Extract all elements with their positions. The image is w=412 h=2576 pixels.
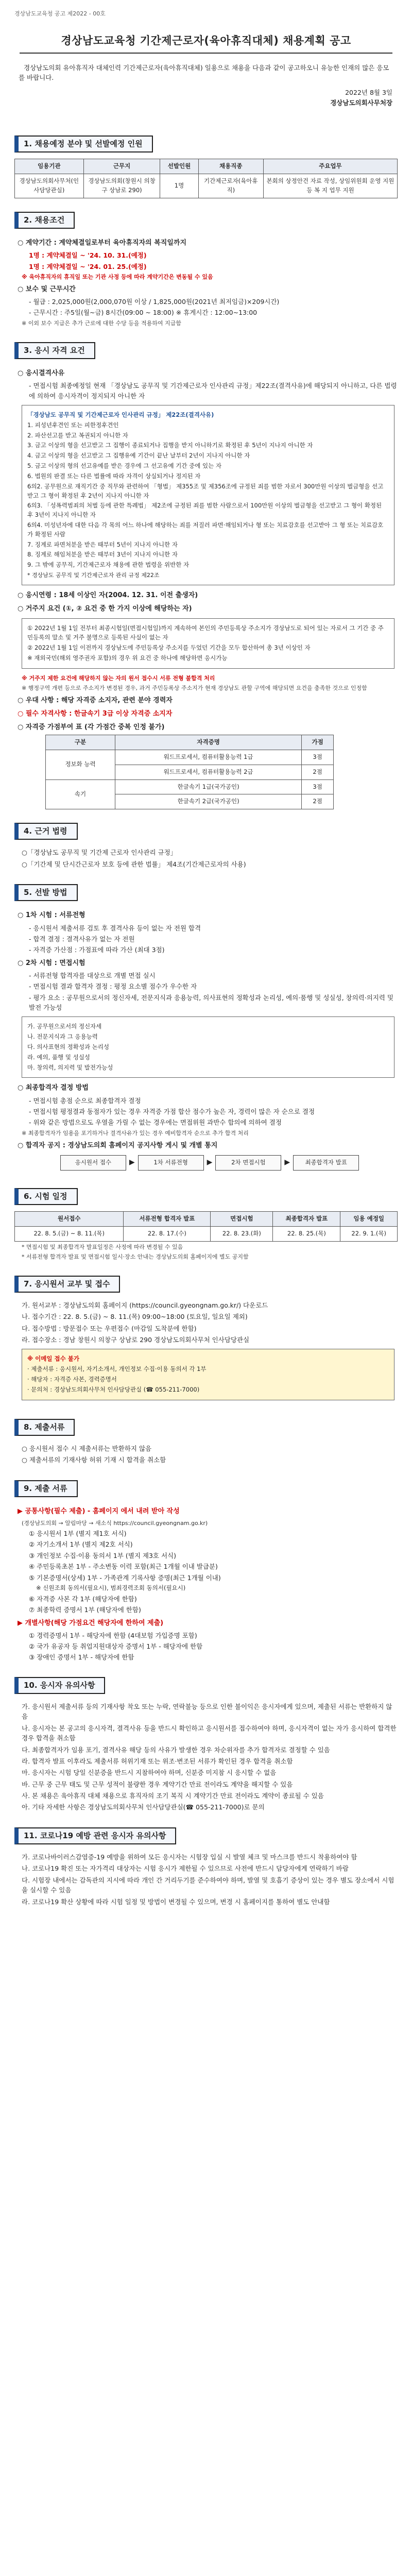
cert-cell: 2점 xyxy=(302,794,334,809)
residence-box xyxy=(22,618,394,668)
schedule-note: * 면접시험 및 최종합격자 발표일정은 사정에 따라 변경될 수 있음 xyxy=(22,1243,183,1250)
salary-line-1: - 월급 : 2,025,000원(2,000,070원 이상 / 1,825,000원(2021년 최저임금)×209시간) xyxy=(29,298,280,306)
schedule-note: * 서류전형 합격자 발표 및 면접시험 일시·장소 안내는 경상남도의회 홈페이지에 별도 공지함 xyxy=(22,1253,249,1260)
section-1-heading: 1. 채용예정 분야 및 선발예정 인원 xyxy=(14,135,153,152)
application-line: 라. 접수장소 : 경남 창원시 의창구 상남로 290 경상남도의회사무처 인사담당관실 xyxy=(22,1336,250,1344)
doc-item: ② 자기소개서 1부 (별지 제2호 서식) xyxy=(29,1540,133,1549)
doc-item: ① 경력증명서 1부 - 해당자에 한함 (4대보험 가입증명 포함) xyxy=(29,1631,197,1639)
email-banner: ※ 이메일 접수 불가 xyxy=(27,1355,79,1363)
schedule-table xyxy=(14,1211,398,1242)
arrow-right-icon: ▶ xyxy=(207,1158,213,1166)
final-line: - 위와 같은 방법으로도 우열을 가릴 수 없는 경우에는 면접위원 과반수 합의에 의하여 결정 xyxy=(29,1118,282,1127)
doc-line: - 합격 결정 : 결격사유가 없는 자 전원 xyxy=(29,935,135,943)
cert-col-category: 구분 xyxy=(46,735,115,750)
application-line: 나. 접수기간 : 22. 8. 5.(금) ~ 8. 11.(목) 09:00~18:00 (토요일, 일요일 제외) xyxy=(22,1313,248,1321)
col-job-type: 채용직종 xyxy=(198,159,263,174)
cert-cell: 속기 xyxy=(46,779,115,809)
box-line: 7. 징계로 파면처분을 받은 때부터 5년이 지나지 아니한 자 xyxy=(27,540,178,548)
doc-item: ⑦ 최종학력 증명서 1부 (해당자에 한함) xyxy=(29,1606,141,1614)
residence-warning: ※ 거주지 제한 요건에 해당하지 않는 자의 원서 접수시 서류 전형 불합격 처리 xyxy=(22,674,215,682)
cert-cell: 3점 xyxy=(302,779,334,794)
section-4-heading: 4. 근거 법령 xyxy=(14,823,78,840)
eval-item: 나. 전문지식과 그 응용능력 xyxy=(27,1033,98,1041)
doc-item: ① 응시원서 1부 (별지 제1호 서식) xyxy=(29,1530,127,1538)
eval-item: 마. 창의력, 의지력 및 발전가능성 xyxy=(27,1063,113,1071)
recruitment-table xyxy=(14,159,398,198)
section-10-heading: 10. 응시자 유의사항 xyxy=(14,1677,105,1694)
schedule-cell: 22. 8. 5.(금) ~ 8. 11.(목) xyxy=(15,1226,124,1241)
eval-item: 다. 의사표현의 정확성과 논리성 xyxy=(27,1043,110,1050)
info-line: · 문의처 : 경상남도의회사무처 인사담당관실 (☎ 055-211-7000) xyxy=(27,1385,200,1393)
cert-cell: 워드프로세서, 컴퓨터활용능력 1급 xyxy=(115,750,302,765)
box-line: 1. 피성년후견인 또는 피한정후견인 xyxy=(27,421,119,429)
intro-text: 경상남도의회 유아휴직자 대체인력 기간제근로자(육아휴직대체) 일용으로 채용을 다음과 같이 공고하오니 유능한 인재의 많은 응모를 바랍니다. xyxy=(19,63,389,81)
eval-item: 가. 공무원으로서의 정신자세 xyxy=(27,1023,102,1030)
doc-item: ⑥ 자격증 사본 각 1부 (해당자에 한함) xyxy=(29,1595,137,1603)
interview-line: - 면접시험 결과 합격자 결정 : 평정 요소별 점수가 우수한 자 xyxy=(29,982,197,991)
doc-item: ※ 신원조회 동의서(필요시), 범죄경력조회 동의서(필요시) xyxy=(36,1584,186,1591)
doc-screening-label: ○ 1차 시험 : 서류전형 xyxy=(18,911,85,920)
covid-line: 가. 코로나바이러스감염증-19 예방을 위하여 모든 응시자는 시험장 입실 시 발열 체크 및 마스크를 반드시 착용하여야 함 xyxy=(22,1853,357,1861)
preferred-label: ○ 우대 사항 : 해당 자격증 소지자, 관련 분야 경력자 xyxy=(18,696,173,704)
caution-line: 나. 응시자는 본 공고의 응시자격, 결격사유 등을 반드시 확인하고 응시원서를 접수하여야 하며, 응시자격이 없는 자가 응시하여 합격한 경우 합격을 취소함 xyxy=(22,1724,397,1742)
box-line: 6. 법원의 판결 또는 다른 법률에 따라 자격이 상실되거나 정지된 자 xyxy=(27,472,201,480)
caution-line: 라. 합격자 발표 이후라도 제출서류 허위기재 또는 위조·변조된 서류가 확인된 경우 합격을 취소함 xyxy=(22,1757,293,1765)
box-line: 8. 징계로 해임처분을 받은 때부터 3년이 지나지 아니한 자 xyxy=(27,551,178,558)
caution-line: 가. 응시원서 제출서류 등의 기재사항 착오 또는 누락, 연락불능 등으로 인한 불이익은 응시자에게 있으며, 제출된 서류는 반환하지 않음 xyxy=(22,1703,392,1721)
cell-duties: 본회의 상정안건 자료 작성, 상임위원회 운영 지원 등 복 지 업무 지원 xyxy=(263,174,397,198)
box-line: 5. 금고 이상의 형의 선고유예를 받은 경우에 그 선고유예 기간 중에 있는 자 xyxy=(27,462,221,470)
section-9-heading: 9. 제출 서류 xyxy=(14,1480,78,1497)
doc-item: ③ 장애인 증명서 1부 - 해당자에 한함 xyxy=(29,1653,134,1662)
cert-col-name: 자격증명 xyxy=(115,735,302,750)
doc-line: - 응시원서 제출서류 검토 후 결격사유 등이 없는 자 전원 합격 xyxy=(29,924,201,932)
cert-cell: 2점 xyxy=(302,765,334,779)
salary-note: ※ 이외 보수 지급은 추가 근로에 대한 수당 등을 적용하여 지급함 xyxy=(22,319,181,327)
process-step: 응시원서 접수 xyxy=(60,1155,126,1171)
cert-col-points: 가점 xyxy=(302,735,334,750)
caution-line: 마. 응시자는 시험 당일 신분증을 반드시 지참하여야 하며, 신분증 미지참 시 응시할 수 없음 xyxy=(22,1769,277,1777)
disqualification-box xyxy=(22,405,394,585)
schedule-col: 면접시험 xyxy=(211,1211,273,1226)
cell-count: 1명 xyxy=(160,174,198,198)
col-count: 선발인원 xyxy=(160,159,198,174)
law-line: ○「기간제 및 단시간근로자 보호 등에 관한 법률」 제4조(기간제근로자의 사용) xyxy=(22,860,246,868)
notice-date: 2022년 8월 3일 xyxy=(345,89,392,97)
covid-line: 다. 시험장 내에서는 감독관의 지시에 따라 개인 간 거리두기를 준수하여야 하며, 발열 및 호흡기 증상이 있는 경우 별도 장소에서 시험을 실시할 수 있음 xyxy=(22,1876,394,1894)
notice-number: 경상남도교육청 공고 제2022 - 00호 xyxy=(14,10,106,17)
cell-workplace: 경상남도의회(창원시 의창구 상남로 290) xyxy=(83,174,160,198)
section-6-heading: 6. 시험 일정 xyxy=(14,1188,78,1205)
process-step: 최종합격자 발표 xyxy=(293,1155,359,1171)
doc-item: ② 국가 유공자 등 취업지원대상자 증명서 1부 - 해당자에 한함 xyxy=(29,1642,203,1651)
schedule-cell: 22. 9. 1.(목) xyxy=(340,1226,398,1241)
arrow-right-icon: ▶ xyxy=(129,1158,135,1166)
doc-item: ⑤ 기본증명서(상세) 1부 - 가족관계 기록사항 증명(최근 1개월 이내) xyxy=(29,1573,221,1582)
salary-line-2: - 근무시간 : 주5일(월~금) 8시간(09:00 ~ 18:00) ※ 휴게시간 : 12:00~13:00 xyxy=(29,309,258,317)
age-requirement: ○ 응시연령 : 18세 이상인 자(2004. 12. 31. 이전 출생자) xyxy=(18,591,198,600)
box-line: * 경상남도 공무직 및 기간제근로자 관리 규정 제22조 xyxy=(27,572,160,579)
section-11-heading: 11. 코로나19 예방 관련 응시자 유의사항 xyxy=(14,1827,176,1844)
covid-line: 라. 코로나19 확산 상황에 따라 시험 일정 및 방법이 변경될 수 있으며, 변경 시 홈페이지를 통하여 별도 안내함 xyxy=(22,1897,330,1906)
box-line: 2. 파산선고를 받고 복권되지 아니한 자 xyxy=(27,431,128,439)
salary-label: ○ 보수 및 근무시간 xyxy=(18,285,76,293)
common-docs-sub: (경상남도의회 → 알림마당 → 새소식 https://council.gyeongnam.go.kr) xyxy=(22,1520,208,1527)
covid-line: 나. 코로나19 확진 또는 자가격리 대상자는 시험 응시가 제한될 수 있으므로 사전에 반드시 담당자에게 연락하기 바람 xyxy=(22,1865,349,1873)
evaluation-box xyxy=(22,1016,394,1078)
box-line: 4. 금고 이상의 형을 선고받고 그 집행유예 기간이 끝난 날부터 2년이 지나지 아니한 자 xyxy=(27,452,250,460)
eval-item: 라. 예의, 품행 및 성실성 xyxy=(27,1053,90,1061)
cert-cell: 워드프로세서, 컴퓨터활용능력 2급 xyxy=(115,765,302,779)
page-title: 경상남도교육청 기간제근로자(육아휴직대체) 채용계획 공고 xyxy=(20,32,392,54)
cert-cell: 한글속기 1급(국가공인) xyxy=(115,779,302,794)
cert-bonus-table xyxy=(45,735,334,809)
application-info-box xyxy=(22,1349,394,1400)
col-workplace: 근무지 xyxy=(83,159,160,174)
interview-line: - 서류전형 합격자를 대상으로 개별 면접 실시 xyxy=(29,971,156,979)
box-line: 3. 금고 이상의 형을 선고받고 그 집행이 종료되거나 집행을 받지 아니하기로 확정된 후 5년이 지나지 아니한 자 xyxy=(27,442,313,449)
col-duties: 주요업무 xyxy=(263,159,397,174)
schedule-col: 원서접수 xyxy=(15,1211,124,1226)
cert-cell: 한글속기 2급(국가공인) xyxy=(115,794,302,809)
issuing-org: 경상남도의회사무처장 xyxy=(330,98,392,107)
residence-line: ※ 재외국민(해외 영주권자 포함)의 경우 위 요건 중 하나에 해당하면 응시가능 xyxy=(27,654,228,662)
interview-line: - 평가 요소 : 공무원으로서의 정신자세, 전문지식과 응용능력, 의사표현의 정확성과 논리성, 예의·품행 및 성실성, 창의력·의지력 및 발전 가능성 xyxy=(29,993,393,1011)
box-line: 6의3. 「성폭력범죄의 처벌 등에 관한 특례법」 제2조에 규정된 죄를 범한 사람으로서 100만원 이상의 벌금형을 선고받고 그 형이 확정된 후 3년이 지나지 아니한 자 xyxy=(27,502,382,519)
recruitment-notice xyxy=(14,0,398,1944)
schedule-cell: 22. 8. 25.(목) xyxy=(273,1226,340,1241)
info-line: · 해당자 : 자격증 사본, 경력증명서 xyxy=(27,1376,117,1383)
doc-item: ④ 주민등록초본 1부 - 주소변동 이력 포함(최근 1개월 이내 발급분) xyxy=(29,1563,218,1571)
section-2-heading: 2. 채용조건 xyxy=(14,212,75,229)
info-line: · 제출서류 : 응시원서, 자기소개서, 개인정보 수집·이용 동의서 각 1부 xyxy=(27,1365,207,1373)
box-line: 6의2. 공무원으로 재직기간 중 직무와 관련하여 「형법」 제355조 및 제356조에 규정된 죄를 범한 자로서 300만원 이상의 벌금형을 선고받고 그 형이 확정된 후 2년이 지나지 아니한 자 xyxy=(27,482,384,499)
disqualification-text: - 면접시험 최종예정일 현재 「경상남도 공무직 및 기간제근로자 인사관리 규정」제22조(결격사유)에 해당되지 아니하고, 다른 법령에 의하여 응시자격이 정지되지 아니한 자 xyxy=(29,382,397,400)
selection-process-flow xyxy=(22,1155,398,1171)
residence-line: ① 2022년 1월 1일 전부터 최종시험일(면접시험일)까지 계속하여 본인의 주민등록상 주소지가 경상남도로 되어 있는 자로서 그 기간 중 주민등록의 말소 및 거주 불명으로 등록된 사실이 없는 자 xyxy=(27,624,384,641)
application-line: 다. 접수방법 : 방문접수 또는 우편접수 (마감일 도착분에 한함) xyxy=(22,1324,197,1332)
law-line: ○「경상남도 공무직 및 기간제 근로자 인사관리 규정」 xyxy=(22,849,177,857)
box-line: 6의4. 미성년자에 대한 다음 각 목의 어느 하나에 해당하는 죄를 저질러 파면·해임되거나 형 또는 치료감호를 선고받아 그 형 또는 치료감호가 확정된 사람 xyxy=(27,521,384,538)
common-docs-label: ▶ 공통사항(필수 제출) - 홈페이지 에서 내려 받아 작성 xyxy=(18,1507,180,1515)
section-3-heading: 3. 응시 자격 요건 xyxy=(14,342,95,359)
caution-line: 바. 근무 중 근무 태도 및 근무 성적이 불량한 경우 계약기간 만료 전이라도 계약을 해지할 수 있음 xyxy=(22,1780,293,1788)
process-step: 2차 면접시험 xyxy=(215,1155,281,1171)
section-7-heading: 7. 응시원서 교부 및 접수 xyxy=(14,1276,120,1293)
final-note: ※ 최종합격자가 임용을 포기하거나 결격사유가 있는 경우 예비합격자 순으로 추가 합격 처리 xyxy=(22,1129,249,1137)
contract-line-2: 1명 : 계약체결일 ~ '24. 01. 25.(예정) xyxy=(29,262,147,270)
disqualification-label: ○ 응시결격사유 xyxy=(18,369,65,378)
col-agency: 임용기관 xyxy=(15,159,84,174)
doc-item: ③ 개인정보 수집·이용 동의서 1부 (별지 제3호 서식) xyxy=(29,1551,177,1560)
final-line: - 면접시험 평정결과 동점자가 있는 경우 자격증 가점 합산 점수가 높은 자, 경력이 많은 자 순으로 결정 xyxy=(29,1107,315,1115)
caution-line: 사. 본 채용은 육아휴직 대체 채용으로 휴직자의 조기 복직 시 계약기간 만료 전이라도 계약이 종료될 수 있음 xyxy=(22,1792,324,1800)
arrow-right-icon: ▶ xyxy=(284,1158,290,1166)
section-8-heading: 8. 제출서류 xyxy=(14,1419,75,1436)
caution-line: 다. 최종합격자가 임용 포기, 결격사유 해당 등의 사유가 발생한 경우 차순위자를 추가 합격자로 결정할 수 있음 xyxy=(22,1745,330,1754)
doc-line: - 자격증 가산점 : 가점표에 따라 가산 (최대 3점) xyxy=(29,946,165,954)
contract-period-label: ○ 계약기간 : 계약체결일로부터 육아휴직자의 복직일까지 xyxy=(18,239,187,247)
residence-detail: ※ 행정구역 개편 등으로 주소지가 변경된 경우, 과거 주민등록상 주소지가 현재 경상남도 관할 구역에 해당되면 요건을 충족한 것으로 인정함 xyxy=(22,684,367,691)
schedule-cell: 22. 8. 17.(수) xyxy=(124,1226,211,1241)
schedule-col: 서류전형 합격자 발표 xyxy=(124,1211,211,1226)
final-line: - 면접시험 총점 순으로 최종합격자 결정 xyxy=(29,1096,141,1105)
cert-table-label: ○ 자격증 가점부여 표 (각 가점간 중복 인정 불가) xyxy=(18,723,165,731)
interview-label: ○ 2차 시험 : 면접시험 xyxy=(18,959,85,967)
result-notice-label: ○ 합격자 공지 : 경상남도의회 홈페이지 공지사항 게시 및 개별 통지 xyxy=(18,1141,218,1149)
schedule-col: 임용 예정일 xyxy=(340,1211,398,1226)
section-5-heading: 5. 선발 방법 xyxy=(14,884,78,901)
caution-line: 아. 기타 자세한 사항은 경상남도의회사무처 인사담당관실(☎ 055-211-7000)로 문의 xyxy=(22,1803,265,1811)
application-line: 가. 원서교부 : 경상남도의회 홈페이지 (https://council.gyeongnam.go.kr/) 다운로드 xyxy=(22,1301,268,1309)
process-step: 1차 서류전형 xyxy=(138,1155,204,1171)
cell-agency: 경상남도의회사무처(인사담당관실) xyxy=(15,174,84,198)
contract-line-1: 1명 : 계약체결일 ~ '24. 10. 31.(예정) xyxy=(29,251,147,260)
contract-note: ※ 육아휴직자의 휴직일 또는 기관 사정 등에 따라 계약기간은 변동될 수 있음 xyxy=(22,273,213,280)
cell-job-type: 기간제근로자(육아휴직) xyxy=(198,174,263,198)
residence-line: ② 2022년 1월 1일 이전까지 경상남도에 주민등록상 주소지를 두었던 기간을 모두 합산하여 총 3년 이상인 자 xyxy=(27,644,311,651)
schedule-col: 최종합격자 발표 xyxy=(273,1211,340,1226)
schedule-cell: 22. 8. 23.(화) xyxy=(211,1226,273,1241)
submission-line: ○ 제출서류의 기재사항 허위 기재 시 합격을 취소함 xyxy=(22,1456,166,1464)
residence-label: ○ 거주지 요건 (①, ② 요건 중 한 가지 이상에 해당하는 자) xyxy=(18,605,192,613)
box-line: 9. 그 밖에 공무직, 기간제근로자 채용에 관한 법령을 위반한 자 xyxy=(27,561,190,569)
cert-cell: 정보화 능력 xyxy=(46,750,115,779)
cert-cell: 3점 xyxy=(302,750,334,765)
submission-line: ○ 응시원서 접수 시 제출서류는 반환하지 않음 xyxy=(22,1444,152,1452)
box-line: 「경상남도 공무직 및 기간제근로자 인사관리 규정」 제22조(결격사유) xyxy=(27,411,214,419)
mandatory-label: ○ 필수 자격사항 : 한글속기 3급 이상 자격증 소지자 xyxy=(18,709,173,718)
individual-docs-label: ▶ 개별사항(해당 가점요건 해당자에 한하여 제출) xyxy=(18,1619,164,1627)
final-decision-label: ○ 최종합격자 결정 방법 xyxy=(18,1084,89,1092)
